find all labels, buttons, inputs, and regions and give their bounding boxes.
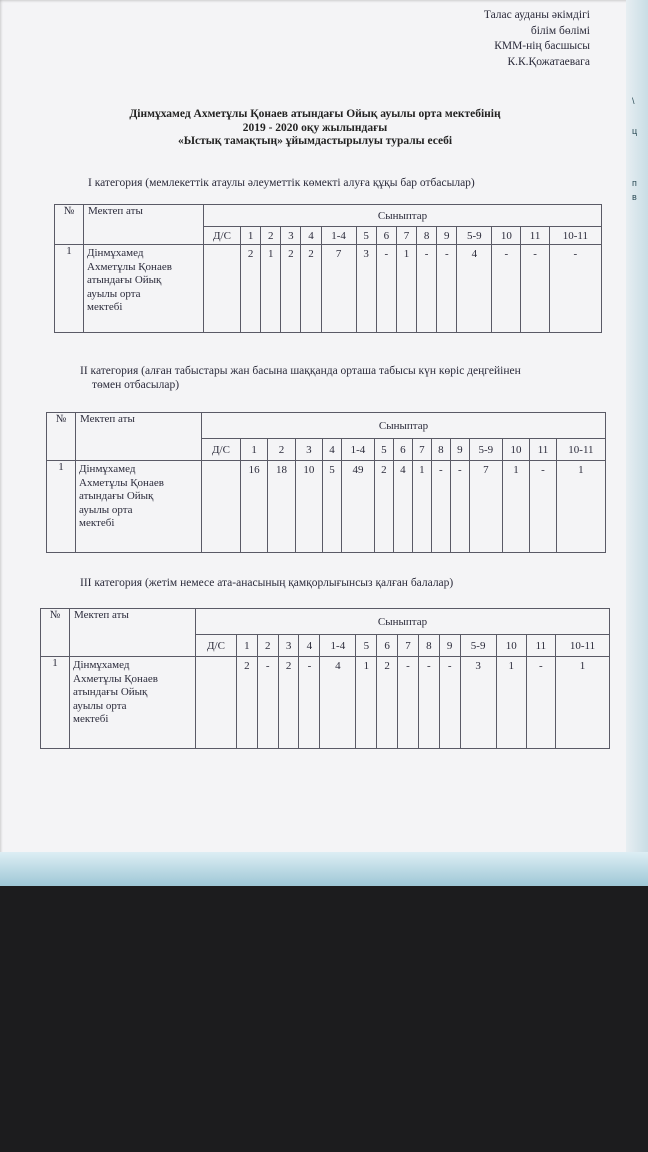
school-name-line: мектебі — [87, 301, 123, 313]
side-mark: п — [632, 178, 637, 188]
page-bottom-edge — [0, 852, 648, 886]
addressee-line: Талас ауданы әкімдігі — [483, 9, 590, 21]
class-column-header: 10-11 — [549, 227, 601, 245]
header-row — [41, 609, 610, 635]
class-column-header: 1-4 — [342, 439, 375, 461]
class-column-header: 10 — [492, 227, 521, 245]
school-name-line: ауылы орта — [73, 699, 127, 712]
class-value-cell: 18 — [268, 461, 295, 553]
row-number: 1 — [47, 461, 76, 553]
column-header-classes: Сыныптар — [202, 413, 606, 439]
category-2-label — [80, 364, 600, 392]
class-column-header: 7 — [398, 635, 419, 657]
class-column-header: 9 — [450, 439, 469, 461]
class-column-header: 11 — [530, 439, 557, 461]
class-column-header: 8 — [431, 439, 450, 461]
column-header-classes: Сыныптар — [196, 609, 610, 635]
class-column-header: 6 — [393, 439, 412, 461]
class-value-cell: - — [376, 245, 396, 333]
side-mark: \ — [632, 96, 635, 106]
school-name-line: Дінмұхамед — [79, 463, 136, 475]
addressee-line: білім бөлімі — [530, 24, 590, 37]
column-header-no: № — [47, 413, 76, 461]
class-column-header: 7 — [396, 227, 416, 245]
class-column-header: Д/С — [202, 439, 241, 461]
class-value-cell: 2 — [281, 245, 301, 333]
class-column-header: 11 — [521, 227, 549, 245]
class-column-header: 9 — [437, 227, 457, 245]
class-column-header: Д/С — [196, 635, 237, 657]
category-2-label-line: төмен отбасылар) — [92, 379, 180, 391]
class-column-header: 5 — [356, 227, 376, 245]
class-value-cell: 10 — [295, 461, 322, 553]
school-name — [70, 657, 196, 749]
class-value-cell: 4 — [393, 461, 412, 553]
class-column-header: 6 — [376, 227, 396, 245]
row-number: 1 — [41, 657, 70, 749]
class-column-header: 2 — [261, 227, 281, 245]
class-value-cell — [202, 461, 241, 553]
school-name-line: атындағы Ойық — [79, 490, 154, 502]
class-value-cell: - — [398, 657, 419, 749]
column-header-no: № — [55, 205, 84, 245]
school-name-line: Дінмұхамед — [87, 247, 144, 259]
school-name-line: Ахметұлы Қонаев — [73, 672, 158, 685]
class-value-cell: 5 — [323, 461, 342, 553]
addressee-block — [484, 8, 590, 70]
school-name — [84, 245, 204, 333]
class-value-cell: - — [437, 245, 457, 333]
class-value-cell: - — [439, 657, 460, 749]
class-column-header: 9 — [439, 635, 460, 657]
class-value-cell: 7 — [469, 461, 502, 553]
class-value-cell: 4 — [320, 657, 356, 749]
class-column-header: 5 — [374, 439, 393, 461]
class-column-header: 1 — [237, 635, 258, 657]
class-column-header: 6 — [377, 635, 398, 657]
school-name-line: атындағы Ойық — [73, 686, 148, 698]
class-value-cell: 1 — [556, 657, 610, 749]
class-column-header: 8 — [417, 227, 437, 245]
class-column-header: 1-4 — [320, 635, 356, 657]
class-value-cell: 2 — [374, 461, 393, 553]
class-value-cell: 1 — [412, 461, 431, 553]
class-value-cell: 49 — [342, 461, 375, 553]
class-column-header: 4 — [299, 635, 320, 657]
class-column-header: 2 — [268, 439, 295, 461]
class-value-cell: - — [492, 245, 521, 333]
class-column-header: 10 — [496, 635, 526, 657]
table-row — [47, 461, 606, 553]
class-column-header: 10 — [502, 439, 529, 461]
school-name-line: Ахметұлы Қонаев — [87, 260, 172, 273]
class-value-cell: 2 — [301, 245, 321, 333]
category-3-label: ІІІ категория (жетім немесе ата-анасының қамқорлығынсыз қалған балалар) — [80, 577, 454, 589]
category-2-label-line: ІІ категория (алған табыстары жан басына шаққанда орташа табысы күн көріс деңгейінен — [80, 365, 521, 377]
class-value-cell: 7 — [321, 245, 356, 333]
class-value-cell: - — [257, 657, 278, 749]
table-row — [41, 657, 610, 749]
category-1-table — [54, 204, 602, 333]
class-column-header: 11 — [526, 635, 555, 657]
class-value-cell: - — [549, 245, 601, 333]
class-column-header: Д/С — [204, 227, 241, 245]
class-value-cell: 1 — [496, 657, 526, 749]
class-value-cell: 16 — [241, 461, 268, 553]
class-value-cell: 2 — [241, 245, 261, 333]
class-value-cell: - — [299, 657, 320, 749]
report-title — [0, 108, 630, 149]
title-line: 2019 - 2020 оқу жылындағы — [242, 121, 388, 134]
class-value-cell: 4 — [457, 245, 492, 333]
class-value-cell: - — [450, 461, 469, 553]
class-column-header: 1-4 — [321, 227, 356, 245]
class-column-header: 5-9 — [460, 635, 496, 657]
class-column-header: 2 — [257, 635, 278, 657]
class-column-header: 3 — [295, 439, 322, 461]
column-header-classes: Сыныптар — [204, 205, 602, 227]
school-name-line: ауылы орта — [79, 503, 133, 516]
class-value-cell: 2 — [278, 657, 299, 749]
class-value-cell: - — [521, 245, 549, 333]
side-mark: ц — [632, 126, 638, 136]
class-column-header: 5-9 — [457, 227, 492, 245]
class-column-header: 4 — [323, 439, 342, 461]
header-row — [47, 413, 606, 439]
class-value-cell: - — [418, 657, 439, 749]
class-column-header: 10-11 — [556, 635, 610, 657]
side-mark: в — [632, 192, 637, 202]
class-column-header: 10-11 — [556, 439, 605, 461]
category-2-table — [46, 412, 606, 553]
class-value-cell: 3 — [460, 657, 496, 749]
class-value-cell: 3 — [356, 245, 376, 333]
school-name-line: Дінмұхамед — [73, 659, 130, 671]
class-column-header: 4 — [301, 227, 321, 245]
class-value-cell: - — [526, 657, 555, 749]
class-value-cell: 1 — [556, 461, 605, 553]
column-header-no: № — [41, 609, 70, 657]
table-row — [55, 245, 602, 333]
school-name — [76, 461, 202, 553]
column-header-school: Мектеп аты — [76, 413, 202, 461]
class-value-cell: 1 — [356, 657, 377, 749]
class-column-header: 5-9 — [469, 439, 502, 461]
class-value-cell: 1 — [396, 245, 416, 333]
class-column-header: 3 — [278, 635, 299, 657]
school-name-line: Ахметұлы Қонаев — [79, 476, 164, 489]
school-name-line: атындағы Ойық — [87, 274, 162, 286]
school-name-line: ауылы орта — [87, 287, 141, 300]
header-row — [55, 205, 602, 227]
category-1-label: І категория (мемлекеттік атаулы әлеуметтік көмекті алуға құқы бар отбасылар) — [88, 177, 475, 189]
class-value-cell: 2 — [237, 657, 258, 749]
school-name-line: мектебі — [79, 517, 115, 529]
category-3-table — [40, 608, 610, 749]
class-value-cell: - — [431, 461, 450, 553]
class-value-cell — [196, 657, 237, 749]
class-value-cell — [204, 245, 241, 333]
class-value-cell: - — [530, 461, 557, 553]
class-column-header: 3 — [281, 227, 301, 245]
class-column-header: 8 — [418, 635, 439, 657]
class-column-header: 1 — [241, 227, 261, 245]
column-header-school: Мектеп аты — [70, 609, 196, 657]
title-line: Дінмұхамед Ахметұлы Қонаев атындағы Ойық ауылы орта мектебінің — [129, 108, 501, 120]
class-value-cell: 1 — [261, 245, 281, 333]
column-header-school: Мектеп аты — [84, 205, 204, 245]
addressee-line: КММ-нің басшысы — [494, 40, 590, 52]
row-number: 1 — [55, 245, 84, 333]
school-name-line: мектебі — [73, 713, 109, 725]
class-column-header: 5 — [356, 635, 377, 657]
class-value-cell: 1 — [502, 461, 529, 553]
addressee-line: К.К.Қожатаевага — [507, 55, 590, 68]
class-column-header: 7 — [412, 439, 431, 461]
title-line: «Ыстық тамақтың» ұйымдастырылуы туралы есебі — [177, 135, 453, 147]
class-value-cell: 2 — [377, 657, 398, 749]
class-value-cell: - — [417, 245, 437, 333]
class-column-header: 1 — [241, 439, 268, 461]
